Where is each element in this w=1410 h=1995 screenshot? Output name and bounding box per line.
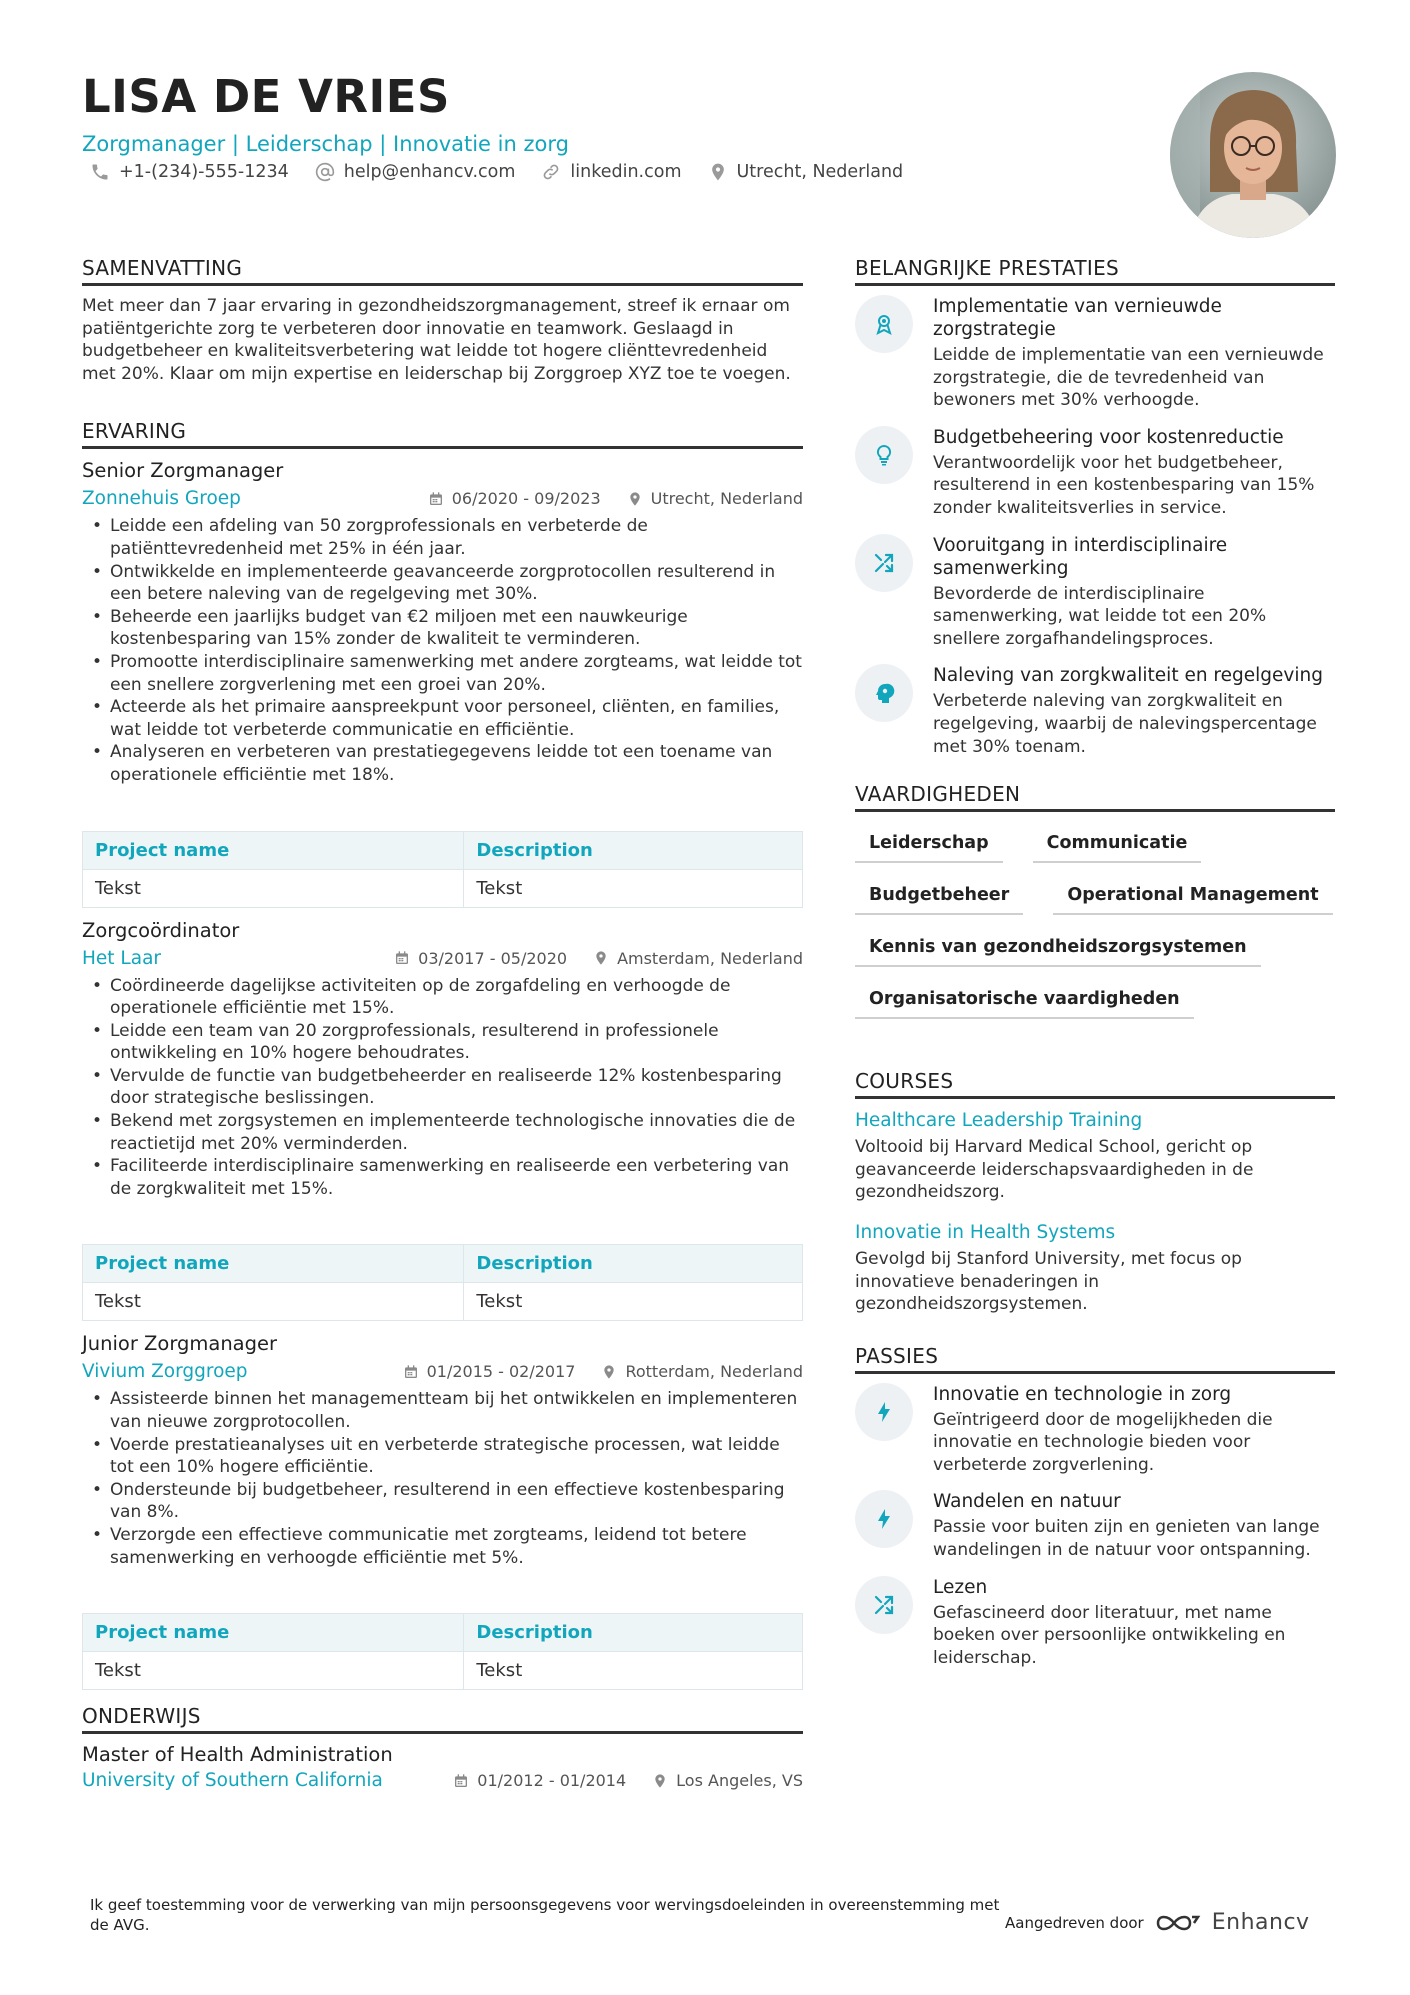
skill-tag: Organisatorische vaardigheden [855, 977, 1194, 1019]
table-row [83, 1652, 803, 1690]
skill-tag: Operational Management [1053, 873, 1332, 915]
passion-item [855, 1576, 1335, 1670]
email-text: help@enhancv.com [343, 162, 516, 182]
company-name: Het Laar [82, 947, 162, 969]
achievement-item [855, 534, 1335, 651]
list-item: • Promootte interdisciplinaire samenwerking met andere zorgteams, wat leidde tot een snellere zorgverlening met een groei van 20%. [82, 651, 803, 696]
calendar-icon [428, 491, 444, 507]
course-title: Healthcare Leadership Training [855, 1110, 1143, 1132]
consent-text: Ik geef toestemming voor de verwerking van mijn persoonsgegevens voor wervingsdoeleinden in overeenstemming met de AVG. [90, 1896, 1000, 1934]
achievement-title: Budgetbeheering voor kostenreductie [933, 426, 1284, 448]
table-row [83, 869, 803, 907]
project-table [82, 1613, 803, 1690]
achievement-desc: Leidde de implementatie van een vernieuwde zorgstrategie, die de tevredenheid van bewoners met 30% verhoogde. [933, 345, 1324, 411]
phone-icon [90, 162, 110, 182]
powered-by-label: Aangedreven door [1005, 1913, 1144, 1932]
achievement-item [855, 295, 1335, 412]
bolt-icon [872, 1400, 896, 1424]
list-item: • Vervulde de functie van budgetbeheerder en realiseerde 12% kostenbesparing door strategische beslissingen. [82, 1065, 803, 1110]
location-text: Utrecht, Nederland [736, 162, 904, 182]
list-item: • Ontwikkelde en implementeerde geavanceerde zorgprotocollen resulterend in een betere naleving van de regelgeving met 30%. [82, 561, 803, 606]
achievement-item [855, 664, 1335, 758]
table-header: Description [464, 1245, 803, 1283]
calendar-icon [453, 1773, 469, 1789]
achievement-desc: Verantwoordelijk voor het budgetbeheer, resulterend in een kostenbesparing van 15% zonder kwaliteitsverlies in service. [933, 452, 1315, 518]
location-pin-icon [708, 162, 728, 182]
company-name: Vivium Zorggroep [82, 1361, 248, 1383]
job-title: Junior Zorgmanager [82, 1332, 278, 1356]
at-icon [315, 162, 335, 182]
table-header: Description [464, 1614, 803, 1652]
calendar-icon [394, 950, 410, 966]
course-desc: Gevolgd bij Stanford University, met focus op innovatieve benaderingen in gezondheidszorgsystemen. [855, 1248, 1242, 1315]
course-item [855, 1220, 1335, 1316]
passion-desc: Gefascineerd door literatuur, met name boeken over persoonlijke ontwikkeling en leiderschap. [933, 1602, 1286, 1668]
profile-photo [1170, 72, 1336, 238]
achievement-title: Naleving van zorgkwaliteit en regelgeving [933, 665, 1323, 687]
job-location: Amsterdam, Nederland [593, 949, 803, 968]
skill-tag: Kennis van gezondheidszorgsystemen [855, 925, 1261, 967]
achievement-title: Implementatie van vernieuwde zorgstrategie [933, 296, 1222, 340]
project-table [82, 1244, 803, 1321]
contact-linkedin[interactable] [541, 162, 681, 182]
job-bullets [82, 975, 803, 1201]
job-title: Zorgcoördinator [82, 918, 240, 942]
table-cell: Tekst [464, 1283, 803, 1321]
course-item [855, 1108, 1335, 1204]
candidate-tagline: Zorgmanager | Leiderschap | Innovatie in zorg [82, 132, 569, 156]
table-cell: Tekst [83, 869, 464, 907]
list-item: • Acteerde als het primaire aanspreekpunt voor personeel, cliënten, en families, wat leidde tot verbeterde communicatie en efficiëntie. [82, 696, 803, 741]
powered-by[interactable] [1005, 1910, 1310, 1935]
list-item: • Beheerde een jaarlijks budget van €2 miljoen met een nauwkeurige kostenbesparing van 15% zonder de kwaliteit te verminderen. [82, 606, 803, 651]
award-icon [872, 312, 896, 336]
phone-text: +1-(234)-555-1234 [119, 162, 289, 182]
skill-tag: Budgetbeheer [855, 873, 1023, 915]
job-entry [82, 1331, 803, 1690]
table-header: Project name [83, 1245, 464, 1283]
skill-tag: Leiderschap [855, 821, 1003, 863]
job-title: Senior Zorgmanager [82, 459, 284, 483]
location-pin-icon [601, 1364, 617, 1380]
location-pin-icon [627, 491, 643, 507]
table-header: Project name [83, 831, 464, 869]
right-column [855, 256, 1335, 1683]
education-location: Los Angeles, VS [652, 1771, 803, 1790]
job-entry [82, 458, 803, 907]
passion-title: Innovatie en technologie in zorg [933, 1383, 1232, 1405]
passions-title: PASSIES [855, 1344, 1335, 1374]
list-item: • Verzorgde een effectieve communicatie met zorgteams, leidend tot betere samenwerking en verhoogde efficiëntie met 5%. [82, 1524, 803, 1569]
enhancv-brand: Enhancv [1211, 1910, 1310, 1935]
arrows-icon [872, 551, 896, 575]
course-title: Innovatie in Health Systems [855, 1221, 1116, 1243]
skills-title: VAARDIGHEDEN [855, 782, 1335, 812]
passion-title: Lezen [933, 1576, 988, 1598]
table-cell: Tekst [83, 1652, 464, 1690]
company-name: Zonnehuis Groep [82, 488, 241, 510]
course-desc: Voltooid bij Harvard Medical School, gericht op geavanceerde leiderschapsvaardigheden in de gezondheidszorg. [855, 1137, 1254, 1203]
achievement-desc: Verbeterde naleving van zorgkwaliteit en regelgeving, waarbij de nalevingspercentage met 30% toenam. [933, 691, 1317, 757]
passion-title: Wandelen en natuur [933, 1491, 1121, 1513]
calendar-icon [403, 1364, 419, 1380]
skill-tag: Communicatie [1033, 821, 1202, 863]
job-bullets [82, 515, 803, 786]
job-entry [82, 918, 803, 1322]
skills-list [855, 821, 1335, 1029]
contact-phone[interactable] [90, 162, 289, 182]
list-item: • Ondersteunde bij budgetbeheer, resulterend in een effectieve kostenbesparing van 8%. [82, 1479, 803, 1524]
achievement-desc: Bevorderde de interdisciplinaire samenwerking, wat leidde tot een 20% snellere zorgafhandelingsproces. [933, 583, 1267, 649]
table-cell: Tekst [464, 869, 803, 907]
passion-item [855, 1490, 1335, 1561]
summary-title: SAMENVATTING [82, 256, 803, 286]
left-column [82, 256, 803, 1791]
linkedin-text: linkedin.com [570, 162, 682, 182]
job-dates: 03/2017 - 05/2020 [394, 949, 567, 968]
bolt-icon [872, 1507, 896, 1531]
list-item: • Leidde een afdeling van 50 zorgprofessionals en verbeterde de patiënttevredenheid met 25% in één jaar. [82, 515, 803, 560]
table-header: Description [464, 831, 803, 869]
job-dates: 01/2015 - 02/2017 [403, 1362, 576, 1381]
table-row [83, 1283, 803, 1321]
contact-bar [90, 162, 903, 182]
list-item: • Voerde prestatieanalyses uit en verbeterde strategische processen, wat leidde tot een 10% hogere efficiëntie. [82, 1434, 803, 1479]
table-header: Project name [83, 1614, 464, 1652]
job-bullets [82, 1388, 803, 1569]
achievement-item [855, 426, 1335, 520]
passion-desc: Geïntrigeerd door de mogelijkheden die innovatie en technologie bieden voor verbeterde zorgverlening. [933, 1409, 1273, 1475]
table-cell: Tekst [83, 1283, 464, 1321]
passion-item [855, 1383, 1335, 1477]
education-dates: 01/2012 - 01/2014 [453, 1771, 626, 1790]
list-item: • Coördineerde dagelijkse activiteiten op de zorgafdeling en verhoogde de operationele efficiëntie met 15%. [82, 975, 803, 1020]
arrows-icon [872, 1593, 896, 1617]
brain-icon [872, 681, 896, 705]
list-item: • Analyseren en verbeteren van prestatiegegevens leidde tot een toename van operationele efficiëntie met 18%. [82, 741, 803, 786]
school-name: University of Southern California [82, 1770, 383, 1792]
achievement-title: Vooruitgang in interdisciplinaire samenwerking [933, 534, 1228, 579]
achievements-title: BELANGRIJKE PRESTATIES [855, 256, 1335, 286]
summary-text: Met meer dan 7 jaar ervaring in gezondheidszorgmanagement, streef ik ernaar om patiëntgerichte zorg te verbeteren door innovatie en teamwork. Geslaagd in budgetbeheer en kwaliteitsverbetering wat leidde tot hogere cliënttevredenheid met 20%. Klaar om mijn expertise en leiderschap bij Zorggroep XYZ toe te voegen. [82, 296, 791, 384]
list-item: • Bekend met zorgsystemen en implementeerde technologische innovaties die de reactietijd met 20% verminderden. [82, 1110, 803, 1155]
table-cell: Tekst [464, 1652, 803, 1690]
education-title: ONDERWIJS [82, 1704, 803, 1734]
location-pin-icon [652, 1773, 668, 1789]
job-dates: 06/2020 - 09/2023 [428, 489, 601, 508]
list-item: • Faciliteerde interdisciplinaire samenwerking en realiseerde een verbetering van de zorgkwaliteit met 15%. [82, 1155, 803, 1200]
contact-location [708, 162, 904, 182]
list-item: • Leidde een team van 20 zorgprofessionals, resulterend in professionele ontwikkeling en 10% hogere behoudrates. [82, 1020, 803, 1065]
degree-title: Master of Health Administration [82, 1743, 393, 1767]
courses-title: COURSES [855, 1069, 1335, 1099]
project-table [82, 831, 803, 908]
job-location: Rotterdam, Nederland [601, 1362, 803, 1381]
job-location: Utrecht, Nederland [627, 489, 803, 508]
experience-title: ERVARING [82, 419, 803, 449]
contact-email[interactable] [315, 162, 516, 182]
link-icon [541, 162, 561, 182]
location-pin-icon [593, 950, 609, 966]
lightbulb-icon [872, 443, 896, 467]
candidate-name: LISA DE VRIES [82, 70, 450, 123]
list-item: • Assisteerde binnen het managementteam bij het ontwikkelen en implementeren van nieuwe zorgprotocollen. [82, 1388, 803, 1433]
enhancv-logo-icon [1154, 1911, 1202, 1935]
passion-desc: Passie voor buiten zijn en genieten van lange wandelingen in de natuur voor ontspanning. [933, 1517, 1320, 1561]
